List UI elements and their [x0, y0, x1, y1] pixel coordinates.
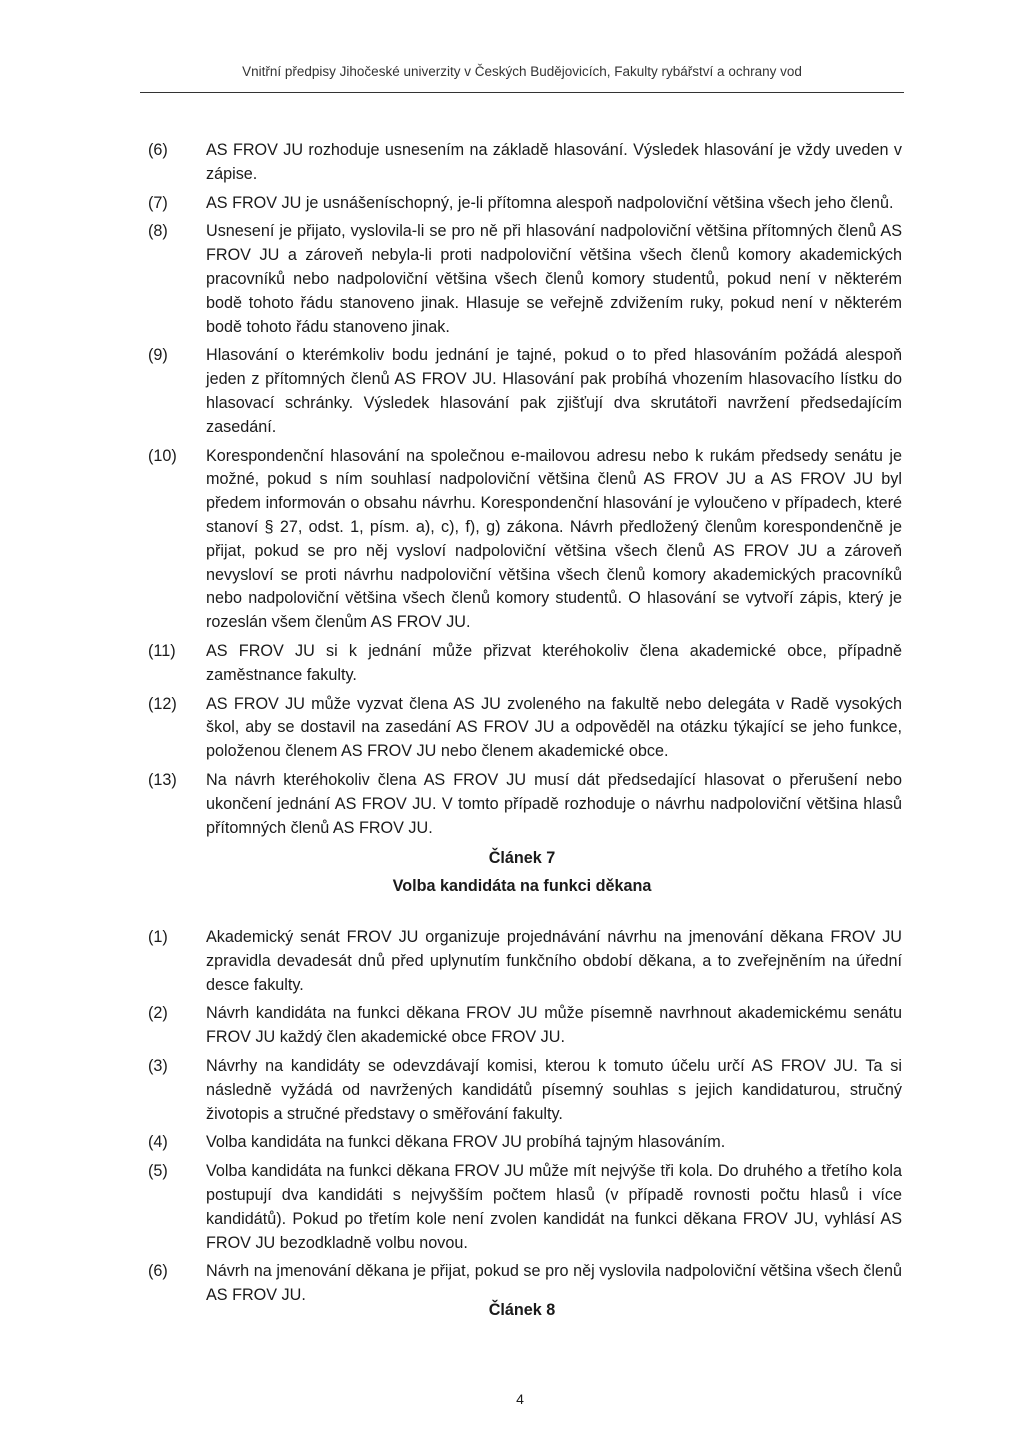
paragraph-text: Volba kandidáta na funkci děkana FROV JU může mít nejvýše tři kola. Do druhého a třetího kola postupují dva kandidáti s nejvyšším počtem hlasů (v případě rovnosti počtu hlasů i více kandidátů). Pokud po třetím kole není zvolen kandidát na funkci děkana FROV JU, vyhlásí AS FROV JU bezodkladně volbu novou.: [206, 1162, 902, 1252]
paragraph: [148, 1160, 902, 1255]
paragraph-text: Akademický senát FROV JU organizuje projednávání návrhu na jmenování děkana FROV JU zpravidla devadesát dnů před uplynutím funkčního období děkana, a to zveřejněním na úřední desce fakulty.: [206, 928, 902, 994]
article7-title: Volba kandidáta na funkci děkana: [392, 877, 652, 895]
paragraph-text: Hlasování o kterémkoliv bodu jednání je tajné, pokud o to před hlasováním požádá alespoň jeden z přítomných členů AS FROV JU. Hlasování pak probíhá vhozením hlasovacího lístku do hlasovací schránky. Výsledek hlasování pak zjišťují dva skrutátoři navržení předsedajícím zasedání.: [206, 346, 902, 436]
paragraph-number: (13): [148, 770, 177, 789]
paragraph: [148, 769, 902, 840]
paragraph: [148, 1131, 902, 1155]
paragraph: [148, 344, 902, 439]
paragraph-text: AS FROV JU může vyzvat člena AS JU zvoleného na fakultě nebo delegáta v Radě vysokých škol, aby se dostavil na zasedání AS FROV JU a odpověděl na otázku týkající se jeho funkce, položenou členem AS FROV JU nebo členem akademické obce.: [206, 694, 902, 761]
paragraph-number: (10): [148, 446, 177, 465]
paragraph-number: (8): [148, 222, 168, 241]
paragraph-number: (12): [148, 694, 177, 713]
paragraph-text: Volba kandidáta na funkci děkana FROV JU probíhá tajným hlasováním.: [206, 1133, 726, 1152]
paragraph-number: (6): [148, 141, 168, 159]
paragraph: [148, 1002, 902, 1050]
paragraph-number: (4): [148, 1133, 168, 1152]
page-header: Vnitřní předpisy Jihočeské univerzity v Českých Budějovicích, Fakulty rybářství a ochrany vod: [242, 64, 802, 79]
paragraph: [148, 926, 902, 997]
paragraph-text: Návrhy na kandidáty se odevzdávají komisi, kterou k tomuto účelu určí AS FROV JU. Ta si následně vyžádá od navržených kandidátů písemný souhlas s jejich kandidaturou, stručný životopis a stručné představy o směřování fakulty.: [206, 1056, 902, 1123]
article7-heading: Článek 7: [488, 849, 556, 867]
article6-paragraphs: [148, 139, 902, 840]
paragraph-number: (2): [148, 1004, 168, 1023]
paragraph-text: AS FROV JU si k jednání může přizvat kteréhokoliv člena akademické obce, případně zaměstnance fakulty.: [206, 641, 902, 684]
paragraph-text: Korespondenční hlasování na společnou e-mailovou adresu nebo k rukám předsedy senátu je možné, pokud s ním souhlasí nadpoloviční většina členů AS FROV JU a AS FROV JU byl předem informován o obsahu návrhu. Korespondenční hlasování je vyloučeno v případech, které stanoví § 27, odst. 1, písm. a), c), f), g) zákona. Návrh předložený členům korespondenčně je přijat, pokud se pro něj vysloví nadpoloviční většina všech členů AS FROV JU a zároveň nevysloví se proti návrhu nadpoloviční většina všech členů komory akademických pracovníků nebo nadpoloviční většina všech členů komory studentů. O hlasování se vytvoří zápis, který je rozeslán všem členům AS FROV JU.: [206, 446, 902, 632]
paragraph-text: Usnesení je přijato, vyslovila-li se pro ně při hlasování nadpoloviční většina přítomných členů AS FROV JU a zároveň nebyla-li proti nadpoloviční většina všech členů komory akademických pracovníků nebo nadpoloviční většina všech členů komory studentů, pokud není v některém bodě tohoto řádu stanoveno jinak. Hlasuje se veřejně zdvižením ruky, pokud není v některém bodě tohoto řádu stanoveno jinak.: [206, 222, 902, 336]
paragraph-text: Návrh na jmenování děkana je přijat, pokud se pro něj vyslovila nadpoloviční většina všech členů AS FROV JU.: [206, 1262, 902, 1305]
paragraph-number: (9): [148, 346, 168, 365]
paragraph-number: (7): [148, 193, 168, 212]
paragraph: [148, 139, 902, 187]
paragraph: [148, 192, 902, 216]
paragraph-text: Návrh kandidáta na funkci děkana FROV JU může písemně navrhnout akademickému senátu FROV JU každý člen akademické obce FROV JU.: [206, 1004, 902, 1047]
paragraph-number: (6): [148, 1262, 168, 1281]
paragraph-number: (1): [148, 928, 168, 946]
paragraph-text: AS FROV JU je usnášeníschopný, je-li přítomna alespoň nadpoloviční většina všech jeho členů.: [206, 193, 894, 212]
paragraph: [148, 693, 902, 764]
paragraph-text: AS FROV JU rozhoduje usnesením na základě hlasování. Výsledek hlasování je vždy uveden v zápise.: [206, 141, 902, 183]
paragraph: [148, 640, 902, 688]
header-divider: [140, 92, 904, 93]
article7-paragraphs: [148, 926, 902, 1308]
paragraph: [148, 1055, 902, 1126]
paragraph-number: (3): [148, 1056, 168, 1075]
paragraph: [148, 220, 902, 339]
page-number: 4: [516, 1391, 524, 1407]
paragraph-number: (5): [148, 1162, 168, 1181]
article8-heading: Článek 8: [488, 1301, 556, 1319]
paragraph-text: Na návrh kteréhokoliv člena AS FROV JU musí dát předsedající hlasovat o přerušení nebo ukončení jednání AS FROV JU. V tomto případě rozhoduje o návrhu nadpoloviční většina hlasů přítomných členů AS FROV JU.: [206, 770, 902, 837]
paragraph-number: (11): [148, 641, 176, 660]
paragraph: [148, 445, 902, 635]
